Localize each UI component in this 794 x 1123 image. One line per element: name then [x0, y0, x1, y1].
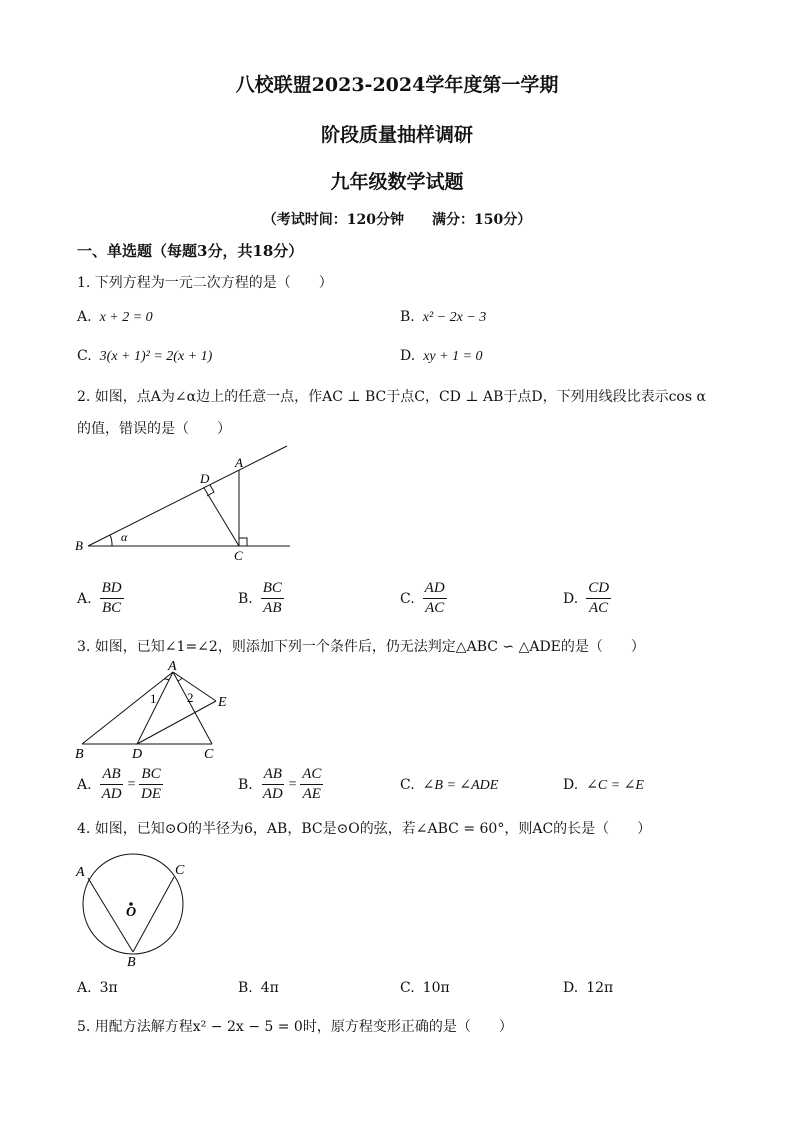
denominator: AC [425, 600, 445, 616]
q3-option-d [563, 777, 644, 794]
label-d: D [200, 471, 210, 486]
option-label: A. [77, 590, 92, 607]
fraction [423, 580, 447, 617]
option-label: B. [238, 980, 253, 996]
option-label: C. [400, 590, 415, 607]
option-text: 10π [422, 980, 450, 996]
q3-triangle-figure [70, 658, 250, 763]
label-d: D [132, 747, 143, 762]
numerator: AD [423, 580, 447, 599]
question-3-stem: 3. 如图，已知∠1=∠2，则添加下列一个条件后，仍无法判定△ABC ∽ △ADE的是（ ） [77, 639, 645, 655]
option-text: x² − 2x − 3 [422, 310, 487, 325]
option-label: A. [77, 980, 92, 996]
denominator: AB [263, 600, 282, 616]
denominator: DE [141, 786, 162, 802]
option-text: xy + 1 = 0 [423, 349, 483, 364]
option-label: B. [400, 309, 415, 325]
question-4-stem: 4. 如图，已知⊙O的半径为6，AB，BC是⊙O的弦，若∠ABC = 60°，则AC的长是（ ） [77, 821, 652, 837]
label-a: A [76, 865, 85, 880]
q4-option-c [400, 980, 450, 996]
option-label: B. [238, 590, 253, 607]
label-angle-2: 2 [187, 690, 194, 705]
question-5-stem: 5. 用配方法解方程x² − 2x − 5 = 0时，原方程变形正确的是（ ） [77, 1019, 513, 1035]
question-1-stem: 1. 下列方程为一元二次方程的是（ ） [77, 275, 333, 291]
label-c: C [204, 747, 214, 762]
label-e: E [218, 695, 227, 710]
fraction-right [139, 766, 163, 803]
numerator: CD [586, 580, 611, 599]
numerator: BC [261, 580, 284, 599]
label-o: O [126, 905, 137, 920]
q4-option-d [563, 980, 613, 996]
fraction-left [261, 766, 285, 803]
q4-circle-figure [68, 852, 198, 972]
label-alpha: α [121, 530, 128, 544]
label-a: A [168, 659, 177, 674]
option-text: 3(x + 1)² = 2(x + 1) [99, 349, 213, 364]
option-label: D. [563, 777, 579, 793]
numerator: AB [262, 766, 284, 785]
label-c: C [234, 548, 243, 563]
fraction-right [300, 766, 323, 803]
option-label: C. [77, 348, 92, 364]
exam-title-line3: 九年级数学试题 [330, 171, 464, 193]
denominator: AD [262, 786, 283, 802]
option-text: ∠C = ∠E [586, 778, 644, 793]
fraction-left [100, 766, 124, 803]
numerator: AB [100, 766, 122, 785]
equals-sign: = [126, 776, 137, 792]
denominator: AE [302, 786, 321, 802]
fraction [100, 580, 124, 617]
option-label: D. [563, 590, 579, 607]
label-b: B [75, 538, 83, 553]
option-label: C. [400, 777, 415, 793]
option-label: A. [77, 309, 92, 325]
label-b: B [127, 955, 136, 970]
option-text: x + 2 = 0 [99, 310, 153, 325]
numerator: AC [300, 766, 323, 785]
exam-title-line1: 八校联盟2023-2024学年度第一学期 [235, 74, 559, 96]
q2-option-c [400, 580, 447, 617]
q3-option-a [77, 766, 163, 803]
numerator: BC [139, 766, 162, 785]
q1-option-c [77, 348, 212, 365]
q1-option-b [400, 309, 486, 326]
q3-option-c [400, 777, 498, 794]
denominator: BC [101, 600, 122, 616]
q2-option-b [238, 580, 284, 617]
option-label: A. [77, 776, 92, 793]
fraction [261, 580, 284, 617]
q4-option-b [238, 980, 279, 996]
exam-info: （考试时间：120分钟 满分：150分） [262, 212, 532, 228]
label-c: C [175, 863, 185, 878]
option-label: D. [400, 348, 416, 364]
denominator: AC [589, 600, 609, 616]
q2-triangle-figure [70, 440, 310, 565]
question-2-stem-line1: 2. 如图，点A为∠α边上的任意一点，作AC ⊥ BC于点C，CD ⊥ AB于点D，下列用线段比表示cos α [77, 389, 706, 405]
label-angle-1: 1 [150, 691, 157, 706]
exam-title-line2: 阶段质量抽样调研 [320, 124, 473, 146]
q2-option-d [563, 580, 611, 617]
q1-option-d [400, 348, 483, 365]
numerator: BD [100, 580, 124, 599]
q2-option-a [77, 580, 124, 617]
option-label: D. [563, 980, 579, 996]
option-text: 3π [99, 980, 118, 996]
option-text: 12π [586, 980, 614, 996]
fraction [586, 580, 611, 617]
label-a: A [235, 455, 243, 470]
section-heading: 一、单选题（每题3分，共18分） [77, 242, 304, 260]
label-b: B [75, 747, 84, 762]
q4-option-a [77, 980, 118, 996]
option-text: ∠B = ∠ADE [422, 778, 499, 793]
option-label: C. [400, 980, 415, 996]
equals-sign: = [287, 776, 298, 792]
option-label: B. [238, 776, 253, 793]
q3-option-b [238, 766, 323, 803]
denominator: AD [101, 786, 122, 802]
q1-option-a [77, 309, 153, 326]
option-text: 4π [260, 980, 279, 996]
question-2-stem-line2: 的值，错误的是（ ） [77, 421, 231, 437]
